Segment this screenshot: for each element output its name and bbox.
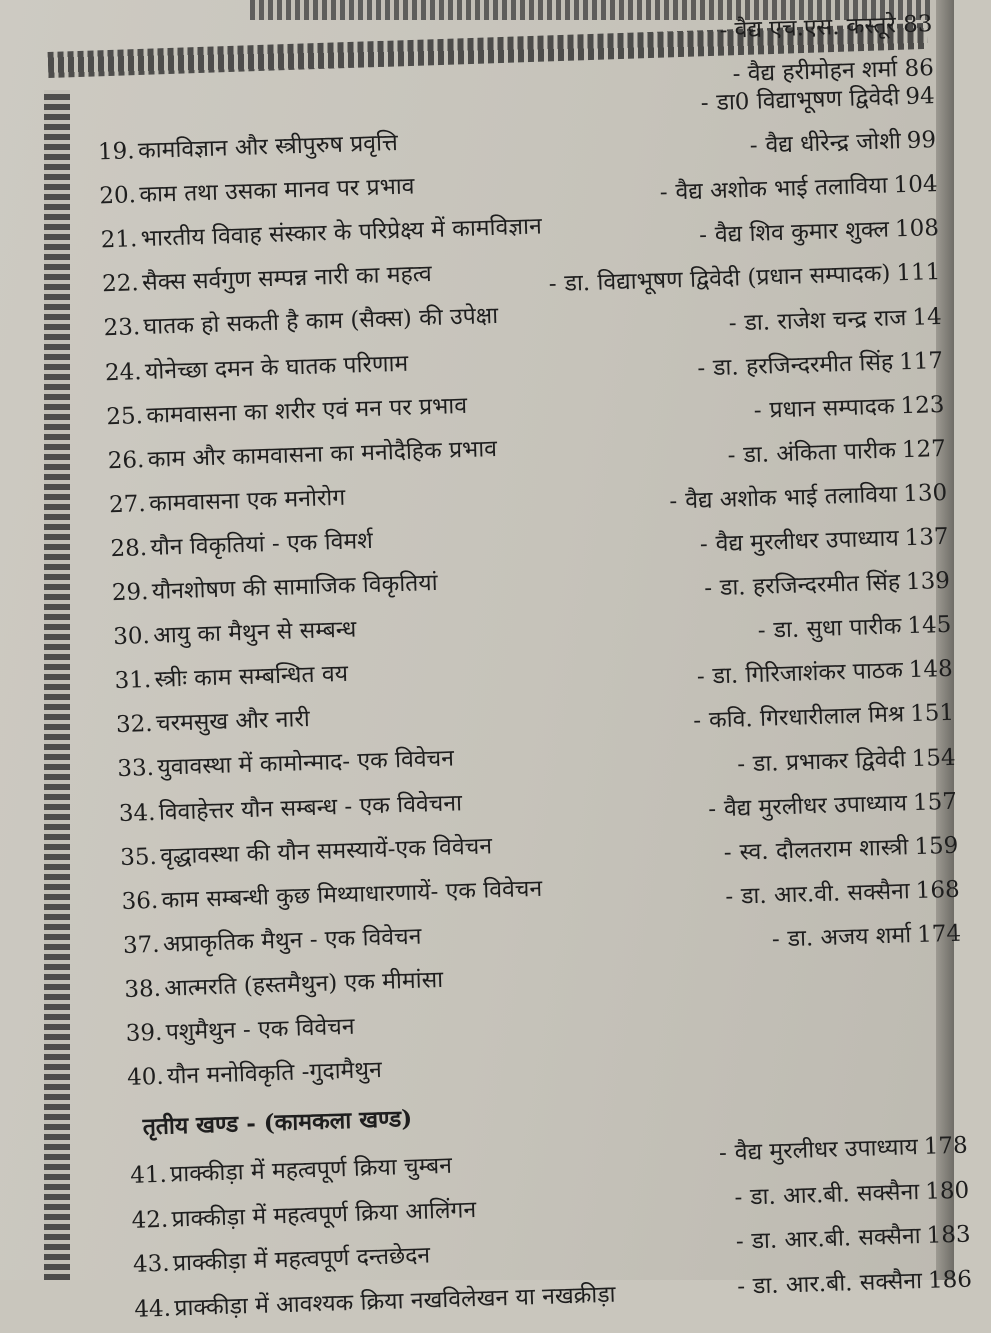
entry-page-number: 111 [895,258,941,287]
entry-author: डा. सुधा पारीक [773,613,902,644]
entry-title: योनेच्छा दमन के घातक परिणाम [144,350,409,386]
entry-page-number: 99 [906,127,937,154]
entry-author: डा. गिरिजाशंकर पाठक [712,657,904,690]
entry-author-page [728,297,942,344]
entry-number: 23. [103,314,141,342]
entry-title: कामवासना का शरीर एवं मन पर प्रभाव [145,392,468,429]
entry-author: वैद्य शिव कुमार शुक्ल [714,216,890,249]
entry-title: पशुमैथुन - एक विवेचन [165,1013,355,1046]
entry-author-page [659,164,938,213]
entry-page-number: 130 [902,479,948,508]
entry-title: वृद्धावस्था की यौन समस्यायें-एक विवेचन [159,833,493,870]
entry-dash: - [548,271,557,298]
entry-dash: - [692,707,702,734]
entry-author-page [735,1215,971,1262]
entry-page-number: 168 [915,876,961,905]
entry-author: डा. आर.बी. सक्सैना [751,1223,922,1255]
entry-number: 35. [119,843,158,872]
entry-dash: - [724,883,734,911]
entry-number: 30. [112,622,151,651]
entry-title: काम और कामवासना का मनोदैहिक प्रभाव [147,435,498,473]
entry-page-number: 151 [909,699,955,728]
entry-number: 44. [134,1295,172,1323]
entry-author: डा. आर.वी. सक्सैना [740,878,911,910]
entry-page-number: 174 [916,920,962,949]
entry-author: वैद्य एच.एस. कस्तूरे [734,12,897,44]
entry-page-number: 148 [908,655,954,684]
entry-title: काम सम्बन्धी कुछ मिथ्याधारणायें- एक विवेचन [161,875,543,914]
entry-dash: - [719,17,736,44]
entry-page-number: 157 [912,788,958,817]
entry-author: डा0 विद्याभूषण द्विवेदी [716,84,900,116]
entry-number: 37. [122,931,160,959]
entry-number: 26. [107,447,145,475]
entry-author: वैद्य मुरलीधर उपाध्याय [734,1134,919,1166]
entry-page-number: 127 [901,435,947,464]
pre-entry [719,4,933,51]
entry-title: यौनशोषण की सामाजिक विकृतियां [151,569,438,605]
entry-dash: - [696,663,706,690]
entry-dash: - [698,222,708,249]
entry-author-page [700,76,935,123]
entry-author: डा. राजेश चन्द्र राज [744,305,907,337]
entry-page-number: 180 [924,1177,970,1205]
entry-title: कामविज्ञान और स्त्रीपुरुष प्रवृत्ति [137,129,399,165]
entry-title: काम तथा उसका मानव पर प्रभाव [139,173,415,209]
entry-title: अप्राकृतिक मैथुन - एक विवेचन [162,923,422,958]
entry-author-page [669,473,948,522]
entry-author-page [699,208,940,256]
entry-dash: - [749,132,758,159]
entry-author-page [693,693,955,741]
entry-author-page [771,914,961,960]
entry-dash: - [732,60,749,88]
entry-author-page [749,120,937,166]
entry-title: प्राक्कीड़ा में महत्वपूर्ण क्रिया आलिंगन [171,1197,477,1233]
entry-dash: - [727,442,736,469]
entry-number: 22. [101,270,140,298]
entry-number: 29. [111,579,149,607]
entry-number: 20. [99,182,137,210]
section-heading: तृतीय खण्ड - (कामकला खण्ड) [142,1104,413,1141]
entry-dash: - [718,1140,728,1167]
entry-author-page [723,826,959,873]
entry-title: प्राक्कीड़ा में महत्वपूर्ण दन्तछेदन [172,1242,431,1277]
entry-dash: - [735,1228,745,1255]
entry-page-number: 123 [900,391,945,420]
entry-author: वैद्य धीरेन्द्र जोशी [765,128,902,159]
entry-author: डा. प्रभाकर द्विवेदी [752,746,907,778]
entry-title: प्राक्कीड़ा में महत्वपूर्ण क्रिया चुम्बन [169,1152,453,1188]
entry-author-page [699,517,949,565]
entry-title: चरमसुख और नारी [155,706,311,737]
entry-page-number: 14 [911,303,943,331]
entry-title: युवावस्था में कामोन्माद- एक विवेचन [157,745,455,781]
entry-author: डा. अजय शर्मा [787,922,912,953]
entry-author-page [753,385,945,431]
entry-title: विवाहेत्तर यौन सम्बन्ध - एक विवेचना [158,790,463,826]
entry-author: वैद्य अशोक भाई तलाविया [684,481,898,515]
entry-author-page [757,605,952,651]
entry-author-page [704,561,951,609]
entry-author-page [708,782,958,830]
entry-dash: - [700,90,709,117]
entry-author: डा. विद्याभूषण द्विवेदी (प्रधान सम्पादक) [564,260,891,297]
entry-page-number: 108 [894,215,940,243]
entry-dash: - [669,488,678,515]
entry-author-page [727,429,946,476]
entry-page-number: 154 [911,744,956,773]
entry-author: डा. अंकिता पारीक [743,437,897,469]
entry-number: 33. [117,754,155,783]
entry-title: प्राक्कीड़ा में आवश्यक क्रिया नखविलेखन या नखक्रीड़ा [174,1281,616,1322]
entry-dash: - [753,397,762,424]
entry-title: यौन विकृतियां - एक विमर्श [150,527,374,561]
entry-title: घातक हो सकती है काम (सैक्स) की उपेक्षा [143,302,499,341]
entry-author-page [696,649,953,697]
entry-page-number: 104 [893,171,938,199]
entry-page-number: 139 [905,567,951,596]
entry-author-page [737,1259,973,1306]
entry-title: स्त्रीः काम सम्बन्धित वय [154,660,349,693]
entry-number: 39. [125,1019,163,1047]
entry-author: वैद्य मुरलीधर उपाध्याय [723,790,908,823]
entry-number: 19. [97,138,136,166]
entry-author: डा. हरजिन्दरमीत सिंह [712,349,894,382]
entry-number: 31. [114,666,152,695]
entry-dash: - [728,310,737,337]
entry-page-number: 117 [898,347,944,376]
entry-author: डा. आर.बी. सक्सैना [749,1179,920,1211]
entry-dash: - [723,839,733,867]
entry-author: वैद्य हरीमोहन शर्मा [747,56,898,87]
entry-page-number: 137 [904,523,949,552]
entry-page-number: 86 [904,55,935,82]
entry-title: कामवासना एक मनोरोग [148,484,346,517]
entry-author: डा. हरजिन्दरमीत सिंह [719,569,901,602]
entry-page-number: 178 [923,1132,969,1160]
entry-dash: - [696,355,706,382]
entry-dash: - [707,796,717,823]
entry-page-number: 94 [905,83,936,110]
entry-title: आत्मरति (हस्तमैथुन) एक मीमांसा [163,966,444,1002]
entry-number: 24. [104,359,142,387]
entry-author-page [718,1126,968,1174]
entry-author: कवि. गिरधारीलाल मिश्र [708,701,905,734]
entry-dash: - [757,617,767,644]
entry-page-number: 83 [902,11,933,39]
entry-number: 36. [121,887,159,915]
entry-dash: - [736,751,746,778]
entry-page-number: 159 [913,832,959,861]
entry-number: 40. [126,1063,165,1091]
entry-author: डा. आर.बी. सक्सैना [752,1268,923,1300]
entry-dash: - [771,926,781,953]
entry-number: 27. [108,491,147,519]
entry-number: 34. [118,799,156,828]
entry-number: 42. [131,1206,169,1234]
entry-dash: - [699,531,709,558]
entry-author: वैद्य अशोक भाई तलाविया [675,172,889,206]
pre-entries [0,0,949,88]
entry-author: स्व. दौलतराम शास्त्री [739,834,909,866]
entry-author: वैद्य मुरलीधर उपाध्याय [715,525,900,558]
entry-dash: - [734,1184,743,1211]
entry-dash: - [703,575,713,602]
entry-page-number: 145 [907,611,952,640]
entry-number: 32. [115,710,154,739]
entry-number: 28. [110,535,148,563]
entry-number: 21. [100,226,138,254]
entry-title: आयु का मैथुन से सम्बन्ध [152,616,357,649]
entry-title: सैक्स सर्वगुण सम्पन्न नारी का महत्व [141,260,433,297]
entry-author-page [697,341,944,389]
entry-page-number: 183 [926,1221,971,1249]
entry-number: 43. [132,1250,170,1278]
entry-number: 38. [123,975,162,1003]
entry-page-number: 186 [927,1266,973,1294]
entry-title: भारतीय विवाह संस्कार के परिप्रेक्ष्य में कामविज्ञान [140,213,543,253]
entry-author: प्रधान सम्पादक [769,393,895,424]
entry-title: यौन मनोविकृति -गुदामैथुन [166,1056,383,1090]
entry-author-page [725,870,961,917]
entry-number: 25. [105,403,144,431]
entry-number: 41. [129,1161,168,1189]
entry-author-page [737,738,956,785]
entry-dash: - [659,179,668,206]
entry-author-page [734,1171,970,1218]
entry-dash: - [736,1273,746,1300]
